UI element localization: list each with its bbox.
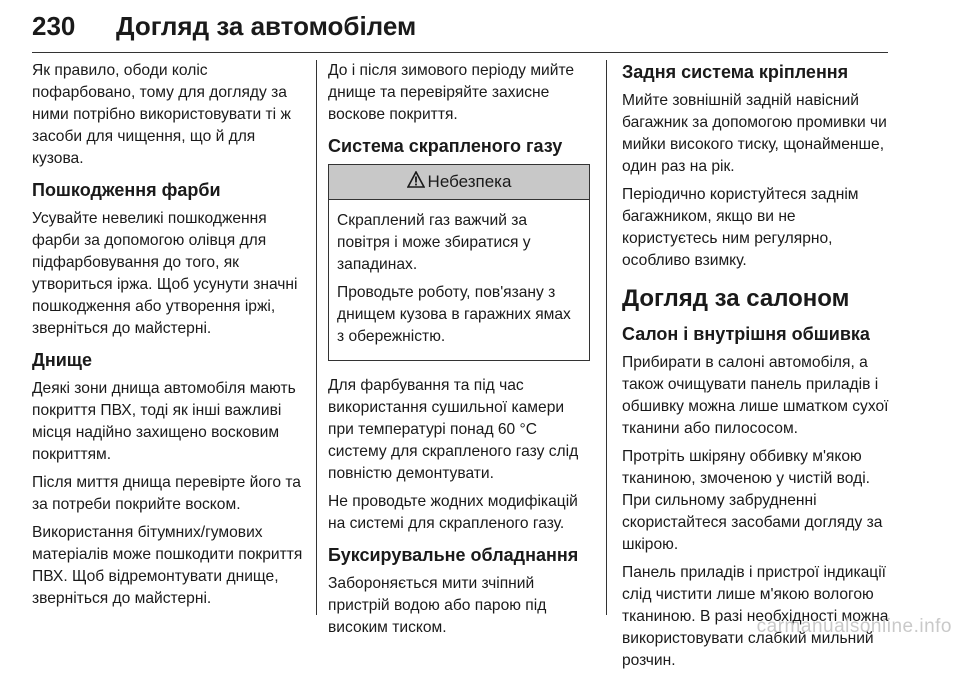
underbody-paragraph: Використання бітумних/гумових матеріалів може пошкодити покриття ПВХ. Щоб відремонтувати днище, зверніться до майстерні.	[32, 524, 303, 607]
interior-trim-paragraph: Протріть шкіряну оббивку м'якою тканиною, змоченою у чистій воді. При сильному забрудненні скористайтеся засобами догляду за шкірою.	[622, 448, 883, 553]
column-left	[32, 60, 304, 616]
column-middle	[328, 60, 590, 645]
page-title: Догляд за автомобілем	[116, 11, 417, 41]
winter-paragraph: До і після зимового періоду мийте днище та перевіряйте захисне воскове покриття.	[328, 62, 575, 123]
warning-triangle-icon	[407, 171, 425, 193]
interior-care-heading: Догляд за салоном	[622, 285, 850, 312]
paint-damage-heading: Пошкодження фарби	[32, 180, 221, 200]
danger-paragraph: Проводьте роботу, пов'язану з днищем кузова в гаражних ямах з обережністю.	[337, 284, 571, 345]
paint-damage-paragraph: Усувайте невеликі пошкодження фарби за допомогою олівця для підфарбовування до того, як утвориться іржа. Щоб усунути значні пошкодження або утворення іржі, зверніться до майстерні.	[32, 210, 298, 337]
rear-carrier-paragraph: Мийте зовнішній задній навісний багажник за допомогою промивки чи мийки високого тиску, щонайменше, один раз на рік.	[622, 92, 887, 175]
danger-body	[329, 200, 589, 360]
towbar-paragraph: Забороняється мити зчіпний пристрій водою або парою під високим тиском.	[328, 575, 547, 636]
towbar-heading: Буксирувальне обладнання	[328, 545, 579, 565]
wheels-paragraph: Як правило, ободи коліс пофарбовано, тому для догляду за ними потрібно використовувати ті ж засоби для чищення, що й для кузова.	[32, 62, 291, 167]
watermark: carmanualsonline.info	[756, 616, 952, 637]
interior-trim-paragraph: Панель приладів і пристрої індикації слід чистити лише м'якою вологою тканиною. В разі необхідності можна використовувати слабкий мильний розчин.	[622, 564, 889, 669]
page-header	[32, 4, 888, 53]
rear-carrier-paragraph: Періодично користуйтеся заднім багажником, якщо ви не користуєтесь ним регулярно, особливо взимку.	[622, 186, 859, 269]
danger-label: Небезпека	[427, 172, 512, 191]
underbody-paragraph: Після миття днища перевірте його та за потреби покрийте воском.	[32, 474, 301, 513]
danger-paragraph: Скраплений газ важчий за повітря і може збиратися у западинах.	[337, 212, 531, 273]
no-modification-paragraph: Не проводьте жодних модифікацій на системі для скрапленого газу.	[328, 493, 578, 532]
rear-carrier-heading: Задня система кріплення	[622, 62, 849, 82]
underbody-heading: Днище	[32, 350, 92, 370]
danger-box	[328, 164, 590, 361]
column-divider	[316, 60, 317, 615]
lpg-heading: Система скрапленого газу	[328, 136, 563, 156]
paint-booth-paragraph: Для фарбування та під час використання сушильної камери при температурі понад 60 °C систему для скрапленого газу слід повністю демонтувати.	[328, 377, 579, 482]
page-number: 230	[32, 11, 76, 41]
interior-trim-paragraph: Прибирати в салоні автомобіля, а також очищувати панель приладів і обшивку можна лише шматком сухої тканини або пилососом.	[622, 354, 889, 437]
column-right	[622, 60, 894, 678]
danger-header	[329, 165, 589, 200]
underbody-paragraph: Деякі зони днища автомобіля мають покриття ПВХ, тоді як інші важливі місця надійно захищено восковим покриттям.	[32, 380, 296, 463]
interior-trim-heading: Салон і внутрішня обшивка	[622, 324, 870, 344]
column-divider	[606, 60, 607, 615]
